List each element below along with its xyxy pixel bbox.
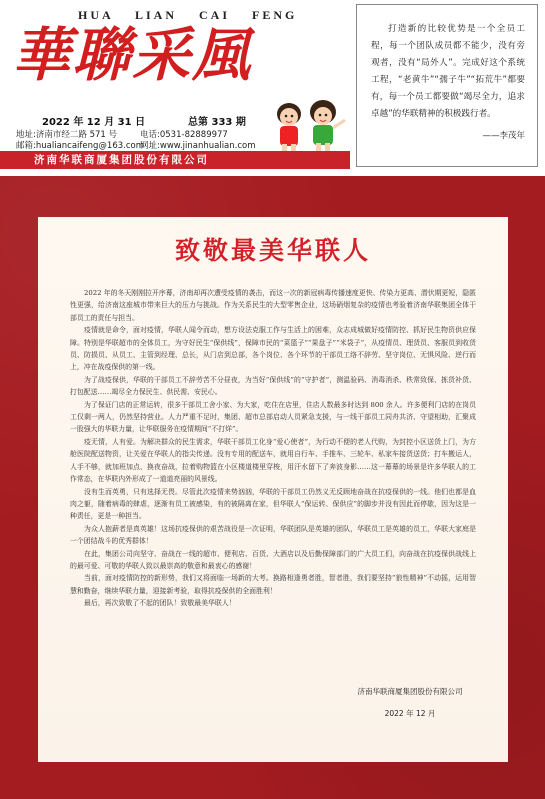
article-paper: [38, 217, 508, 762]
paragraph: 为众人抱薪者是真英雄！这场抗疫保供的艰苦战役是一次证明，华联团队是英雄的团队，华联员工是英雄的员工，华联大家庭是一个团结战斗的优秀群体！: [70, 524, 476, 546]
issue-number: 总第 333 期: [188, 117, 246, 128]
masthead: [0, 0, 545, 175]
company-banner: 济南华联商厦集团股份有限公司: [0, 151, 350, 169]
email: 邮箱:hualiancaifeng@163.com: [16, 141, 144, 151]
phone: 电话:0531-82889977: [140, 130, 228, 140]
article-body: [70, 287, 476, 610]
signature: [350, 681, 470, 725]
website: 网址:www.jinanhualian.com: [140, 141, 256, 151]
quote-author: ——李茂年: [482, 131, 525, 141]
article-title: 致敬最美华联人: [174, 236, 371, 265]
signature-company: 济南华联商厦集团股份有限公司: [357, 687, 463, 696]
address: 地址:济南市经二路 571 号: [16, 130, 117, 140]
paragraph: 疫情就是命令，面对疫情，华联人闻令而动，想方设法克服工作与生活上的困难，众志成城做好疫情防控、抓好民生物资供应保障。特别是华联超市的全体员工，为守好民生“保供线”，保障市民的“菜篮子”“果盘子”“米袋子”，从疫情员、理货员、客服员到收货员、防损员、从员工、主管到经理、总长，从门店到总部，各个岗位、各个环节的干部员工络不辞劳、坚守岗位、无惧风险、逆行而上，冲在战疫保供的第一线。: [70, 326, 476, 372]
paragraph: 没有生而英勇，只有选择无畏。尽管此次疫情来势汹汹，华联的干部员工仍然义无反顾地奋战在抗疫保供的一线。他们也都是血肉之躯，随着病毒的肆虐，逐渐有员工被感染，有的被隔离在家，但华联人“保运转、保供应”的脚步并没有因此而停歇，因为这是一种责任，更是一种担当。: [70, 487, 476, 521]
paragraph: 最后，再次致敬了不起的团队！致敬最美华联人！: [84, 599, 236, 608]
quote-text: 打造新的比较优势是一个全员工程，每一个团队成员都不能少，没有旁观者，没有“局外人”。完成好这个系统工程，“老黄牛”“孺子牛”“拓荒牛”都要有，每一个员工都要做“竭尽全力，追求卓越”的华联精神的积极践行者。: [371, 24, 525, 119]
quote-box: [356, 4, 538, 167]
mascot-kids-icon: [265, 98, 350, 158]
newspaper-logo: 華聯采風: [12, 21, 253, 89]
issue-date: 2022 年 12 月 31 日: [42, 117, 146, 128]
paragraph: 在此，集团公司向坚守、奋战在一线的超市、便利店、百货、大酒店以及后勤保障部门的广大员工们，向奋战在抗疫保供战线上的最可爱、可敬的华联人致以最崇高的敬意和最衷心的感谢！: [70, 549, 476, 570]
paragraph: 为了战疫保供，华联的干部员工不辞劳苦不分昼夜，为当好“保供线”的“守护者”，测温验码、消毒消杀、秩常致保、拣货补货、打包配送……竭尽全力保民生、供民需、安民心。: [70, 375, 476, 397]
paragraph: 疫无情，人有爱。为解决群众的民生需求，华联干部员工化身“爱心使者”，为行动不便的老人代购，为封控小区送货上门，为方舱医院配送物资，让关爱在华联人的指尖传递。没有专用的配送车，就用自行车、手推车、三轮车、私家车接货送货；打车搬运人，人手不够，就加班加点、换夜奋战，拉着购物篮在小区楼道楼里穿梭，用汗水留下了奔波身影……这一幕幕的场景是许多华联人的工作常态，在华联内外形成了一道道亮丽的风景线。: [70, 437, 476, 484]
paragraph: 2022 年的冬天刚刚拉开序幕，济南却再次遭受疫情的袭击，而这一次的新冠病毒传播速度更快、传染力更高、潜伏期更短，隐匿性更强，给济南这座城市带来巨大的压力与挑战。作为关系民生的大型零售企业，这场硝烟复杂的疫情也考验着济南华联集团全体干部员工的责任与担当。: [70, 289, 476, 322]
masthead-pinyin: HUA LIAN CAI FENG: [78, 8, 298, 22]
paragraph: 为了保证门店的正常运转，很多干部员工舍小家、为大家，吃住在店里，住店人数最多时达到 800 余人。许多便利门店的在岗员工仅剩一两人，仍然坚持营业。人力严重不足时，集团、超市总部启动人员紧急支援，与一线干部员工同舟共济、守望相助，汇聚成一股强大的华联力量，让华联服务在疫情期间“不打烊”。: [70, 400, 476, 434]
red-board: [0, 176, 545, 799]
paragraph: 当前，面对疫情防控的新形势，我们又将面临一场新的大考。换路相逢勇者胜，智者胜，我们要坚持“狼性精神”不动摇，运用智慧和勤奋，继续华联力量，迎接新考验，取得抗疫保供的全面胜利！: [70, 574, 476, 595]
signature-date: 2022 年 12 月: [384, 709, 436, 718]
